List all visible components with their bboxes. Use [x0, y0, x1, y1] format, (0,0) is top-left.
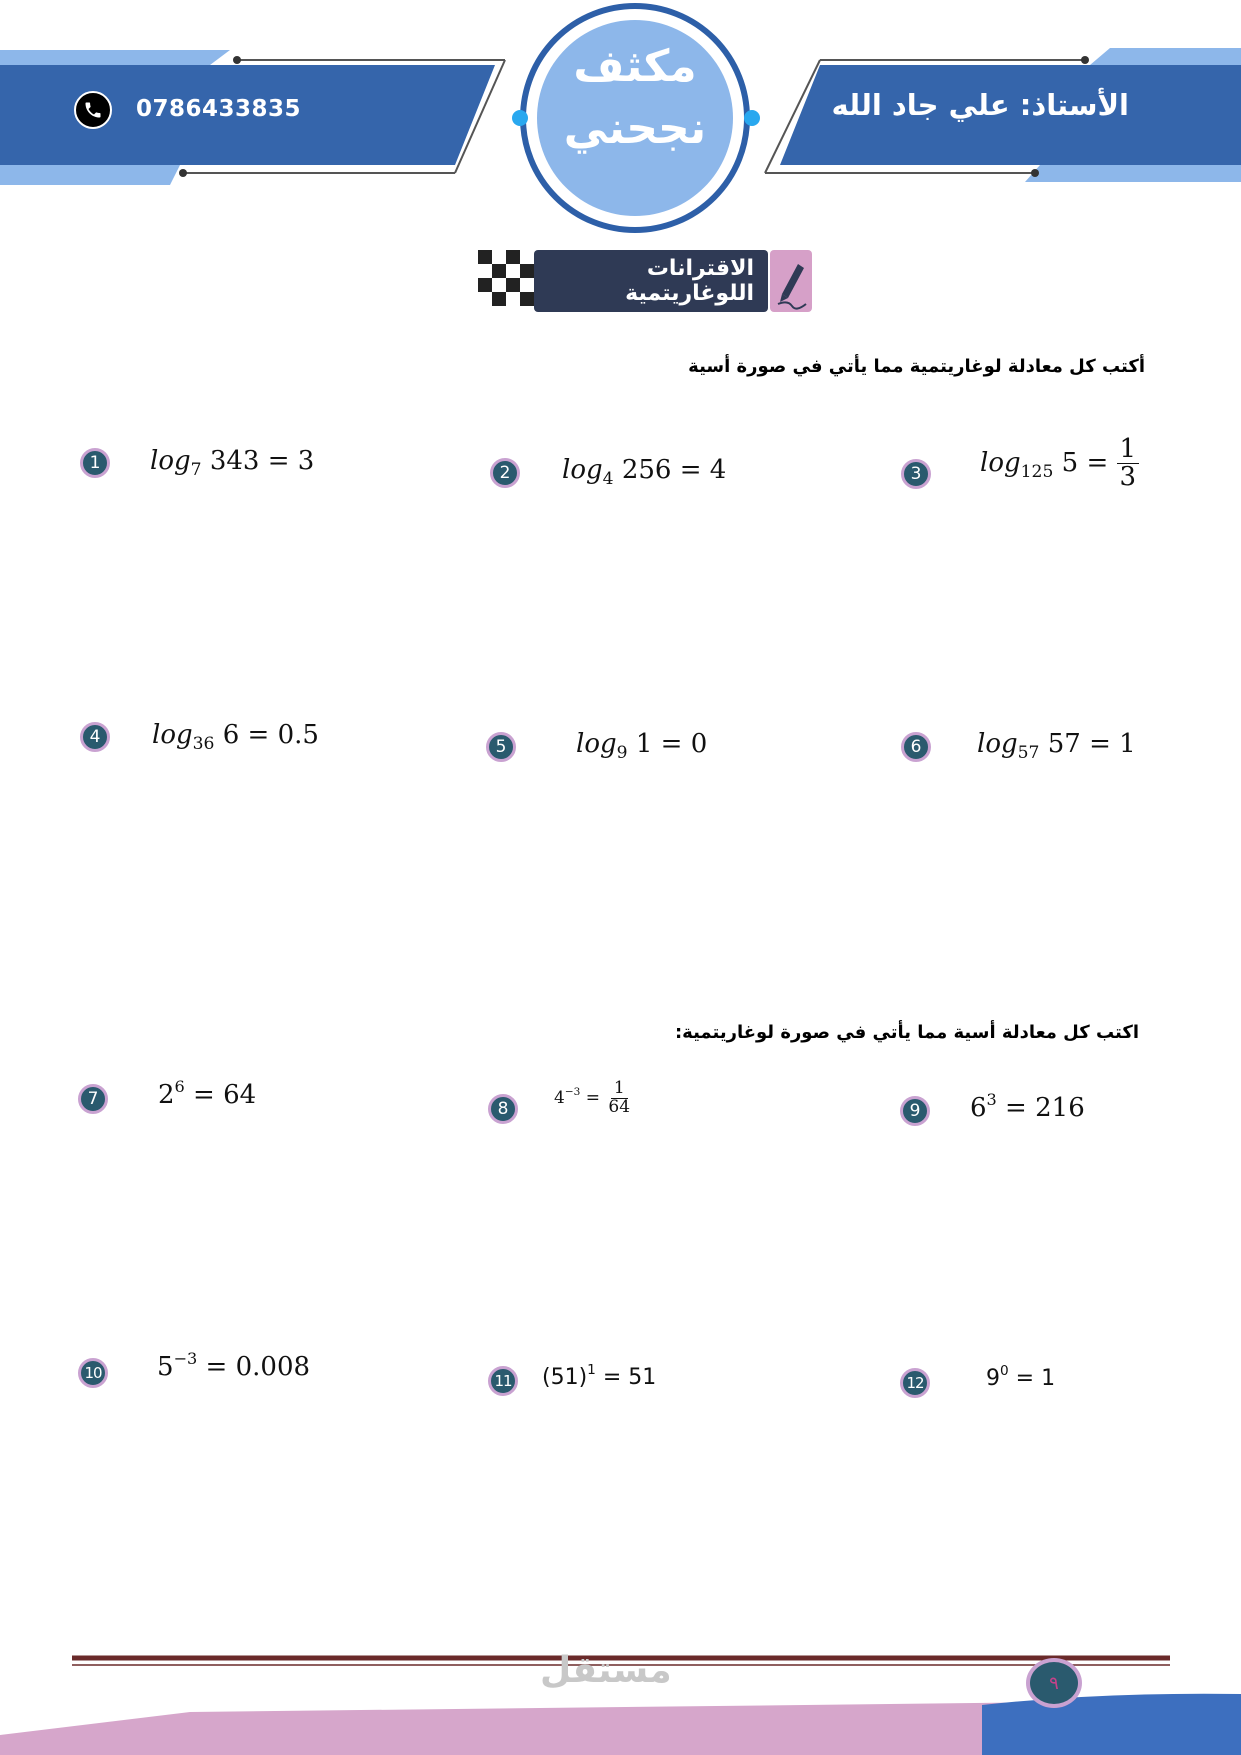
problem-number: 6: [901, 732, 931, 762]
equation-3: $\log_{125} 5$ = $\frac{1}{3}$: [980, 436, 1139, 492]
problem-number: 12: [900, 1368, 930, 1398]
problem-number: 4: [80, 722, 110, 752]
logo-line-1: مكثف: [573, 41, 697, 92]
equation-rhs: 0: [690, 729, 708, 759]
power-base: 9: [986, 1366, 1000, 1391]
power-base: 6: [970, 1093, 987, 1123]
problem-number: 3: [901, 459, 931, 489]
equation-rhs: 64: [223, 1080, 257, 1110]
power-exponent: 6: [174, 1076, 185, 1096]
equation-12: $9^0 = 1$: [986, 1363, 1056, 1391]
power-exponent: 0: [1000, 1363, 1009, 1380]
log-word: log: [980, 447, 1021, 478]
teacher-name: الأستاذ: علي جاد الله: [831, 88, 1129, 122]
log-base: 125: [1020, 461, 1054, 482]
equation-4: $\log_{36} 6 = 0.5$: [152, 720, 319, 754]
problem-number: 11: [488, 1366, 518, 1396]
problem-number: 9: [900, 1096, 930, 1126]
equation-10: $5^{-3} = 0.008$: [157, 1348, 311, 1382]
phone-icon: [74, 91, 112, 129]
power-exponent: −3: [173, 1348, 198, 1368]
problem-number: 2: [490, 458, 520, 488]
phone-number: 0786433835: [136, 96, 302, 122]
fraction-numerator: 1: [611, 1080, 628, 1099]
power-exponent: 1: [587, 1362, 596, 1379]
equation-rhs: 0.5: [277, 720, 319, 750]
power-exponent: 3: [986, 1089, 997, 1109]
log-argument: 57: [1047, 729, 1081, 759]
watermark: مستقل: [540, 1650, 672, 1691]
fraction-denominator: 3: [1119, 462, 1137, 493]
fraction: [605, 1080, 633, 1117]
power-exponent: −3: [564, 1086, 581, 1099]
fraction: [1117, 436, 1140, 492]
instruction-1: أكتب كل معادلة لوغاريتمية مما يأتي في صورة أسية: [688, 356, 1145, 377]
equation-2: $\log_4 256 = 4$: [562, 455, 727, 489]
log-word: log: [150, 446, 191, 476]
fraction-numerator: 1: [1117, 436, 1140, 464]
log-base: 36: [192, 734, 215, 754]
log-argument: 5: [1061, 447, 1079, 478]
equation-rhs: 3: [297, 446, 315, 476]
log-base: 4: [602, 469, 614, 489]
equation-6: $\log_{57} 57 = 1$: [977, 729, 1136, 763]
log-argument: 6: [222, 720, 240, 750]
log-word: log: [152, 720, 193, 750]
power-base: (51): [542, 1365, 588, 1390]
equation-9: $6^3 = 216$: [970, 1089, 1085, 1123]
section-title-text: الاقترانات اللوغاريتمية: [625, 256, 754, 306]
equation-7: $2^6 = 64$: [158, 1076, 257, 1110]
power-base: 5: [157, 1352, 174, 1382]
log-base: 9: [616, 743, 628, 763]
fraction-denominator: 64: [608, 1096, 631, 1117]
equation-11: $(51)^1 = 51$: [542, 1362, 657, 1390]
pen-icon: [770, 250, 812, 312]
log-word: log: [977, 729, 1018, 759]
log-argument: 343: [209, 446, 260, 476]
equation-rhs: 216: [1035, 1093, 1085, 1123]
problem-number: 1: [80, 448, 110, 478]
power-base: 2: [158, 1080, 175, 1110]
equation-rhs: 0.008: [235, 1352, 311, 1382]
equation-rhs: 1: [1119, 729, 1136, 759]
power-base: 4: [554, 1087, 565, 1108]
equation-1: $\log_7 343 = 3$: [150, 446, 315, 480]
log-argument: 1: [635, 729, 653, 759]
log-argument: 256: [621, 455, 672, 485]
equation-rhs: 51: [628, 1365, 657, 1390]
equation-8: $4^{-3}$ = $\frac{1}{64}$: [554, 1080, 633, 1117]
log-word: log: [576, 729, 617, 759]
section-title: [534, 250, 768, 312]
logo-line-2: نجحني: [563, 103, 707, 154]
problem-number: 7: [78, 1084, 108, 1114]
instruction-2: اكتب كل معادلة أسية مما يأتي في صورة لوغاريتمية:: [674, 1022, 1139, 1043]
checker-decoration: [470, 250, 534, 312]
equation-5: $\log_9 1 = 0$: [576, 729, 708, 763]
problem-number: 5: [486, 732, 516, 762]
log-base: 57: [1017, 743, 1040, 763]
log-word: log: [562, 455, 603, 485]
equation-rhs: 1: [1041, 1366, 1056, 1391]
log-base: 7: [190, 460, 202, 480]
page-number: ٩: [1026, 1658, 1082, 1708]
problem-number: 10: [78, 1358, 108, 1388]
equation-rhs: 4: [709, 455, 727, 485]
problem-number: 8: [488, 1094, 518, 1124]
